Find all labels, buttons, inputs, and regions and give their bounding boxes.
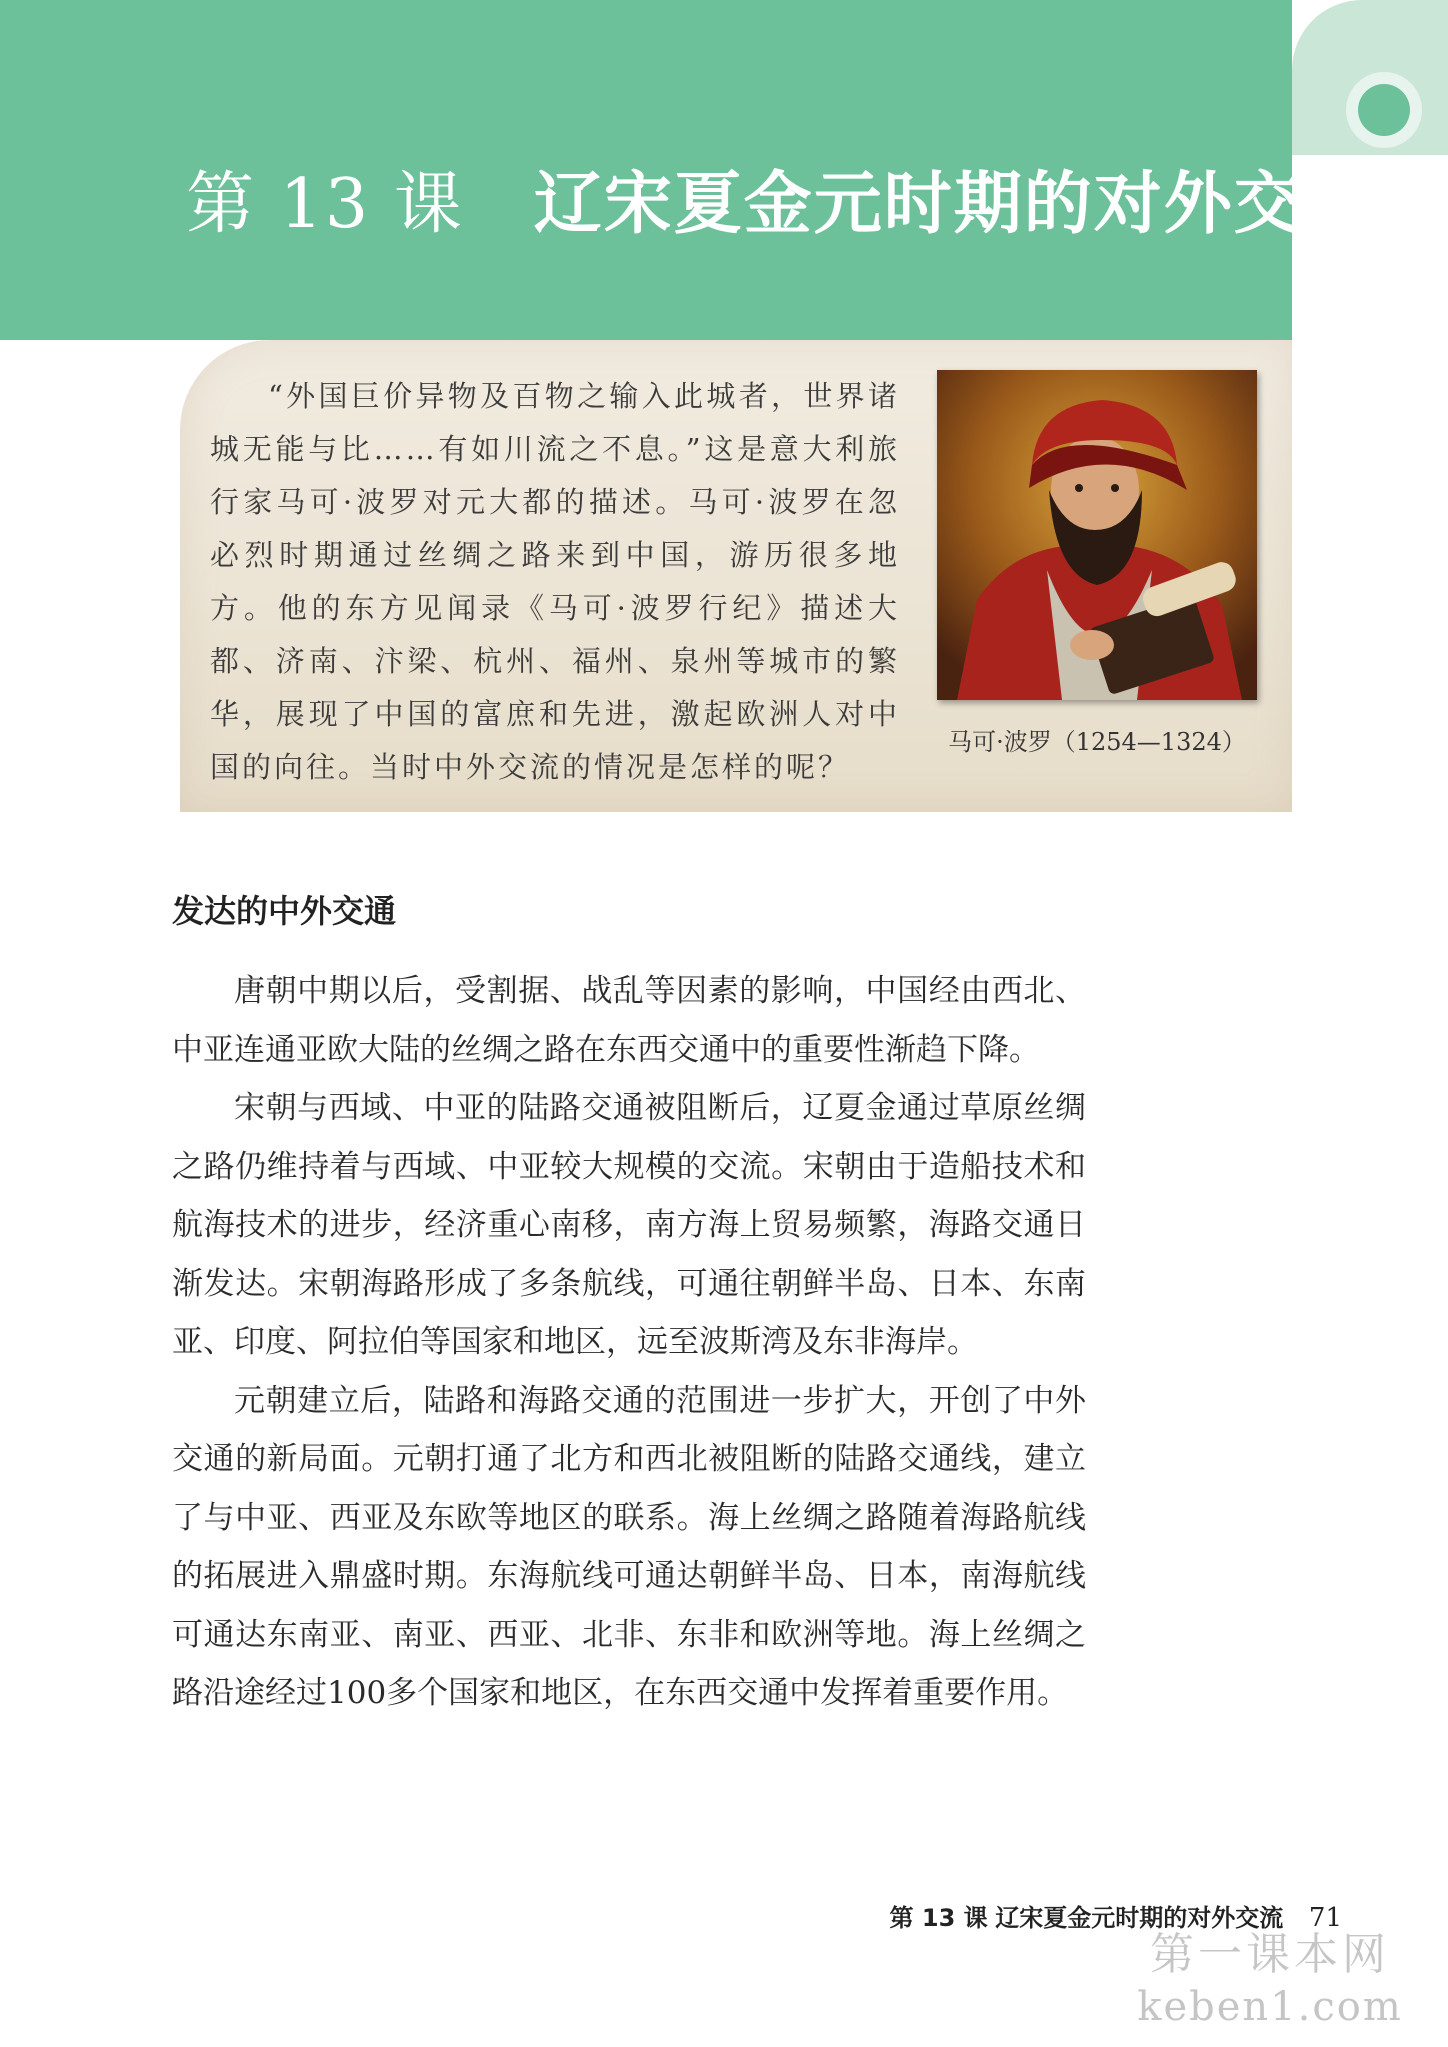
lesson-label: 第 13 课	[186, 165, 464, 244]
section-heading: 发达的中外交通	[172, 892, 397, 930]
watermark	[1110, 1918, 1430, 2030]
body-paragraph: 宋朝与西域、中亚的陆路交通被阻断后，辽夏金通过草原丝绸之路仍维持着与西域、中亚较大规模的交流。宋朝由于造船技术和航海技术的进步，经济重心南移，南方海上贸易频繁，海路交通日渐发达。宋朝海路形成了多条航线，可通往朝鲜半岛、日本、东南亚、印度、阿拉伯等国家和地区，远至波斯湾及东非海岸。	[172, 1090, 1086, 1360]
watermark-line2: keben1.com	[1137, 1984, 1403, 2030]
marco-polo-portrait	[937, 370, 1257, 700]
header-band	[0, 0, 1374, 340]
corner-decoration	[1292, 0, 1448, 155]
intro-box	[180, 340, 1292, 812]
portrait-caption: 马可·波罗（1254—1324）	[948, 728, 1246, 756]
watermark-line1: 第一课本网	[1150, 1929, 1390, 1980]
page-title	[186, 150, 1374, 247]
page-number: 71	[1308, 1903, 1342, 1933]
section-body	[172, 962, 1086, 1723]
body-paragraph: 唐朝中期以后，受割据、战乱等因素的影响，中国经由西北、中亚连通亚欧大陆的丝绸之路在东西交通中的重要性渐趋下降。	[172, 973, 1086, 1068]
lesson-title: 辽宋夏金元时期的对外交流	[533, 165, 1374, 244]
footer-title: 辽宋夏金元时期的对外交流	[995, 1904, 1284, 1932]
intro-paragraph: “外国巨价异物及百物之输入此城者，世界诸城无能与比……有如川流之不息。”这是意大利旅行家马可·波罗对元大都的描述。马可·波罗在忽必烈时期通过丝绸之路来到中国，游历很多地方。他的东方见闻录《马可·波罗行纪》描述大都、济南、汴梁、杭州、福州、泉州等城市的繁华，展现了中国的富庶和先进，激起欧洲人对中国的向往。当时中外交流的情况是怎样的呢？	[210, 379, 900, 784]
body-paragraph: 元朝建立后，陆路和海路交通的范围进一步扩大，开创了中外交通的新局面。元朝打通了北方和西北被阻断的陆路交通线，建立了与中亚、西亚及东欧等地区的联系。海上丝绸之路随着海路航线的拓展进入鼎盛时期。东海航线可通达朝鲜半岛、日本，南海航线可通达东南亚、南亚、西亚、北非、东非和欧洲等地。海上丝绸之路沿途经过100多个国家和地区，在东西交通中发挥着重要作用。	[172, 1382, 1086, 1711]
footer-lesson-label: 第 13 课	[889, 1904, 988, 1932]
intro-text	[210, 370, 900, 794]
